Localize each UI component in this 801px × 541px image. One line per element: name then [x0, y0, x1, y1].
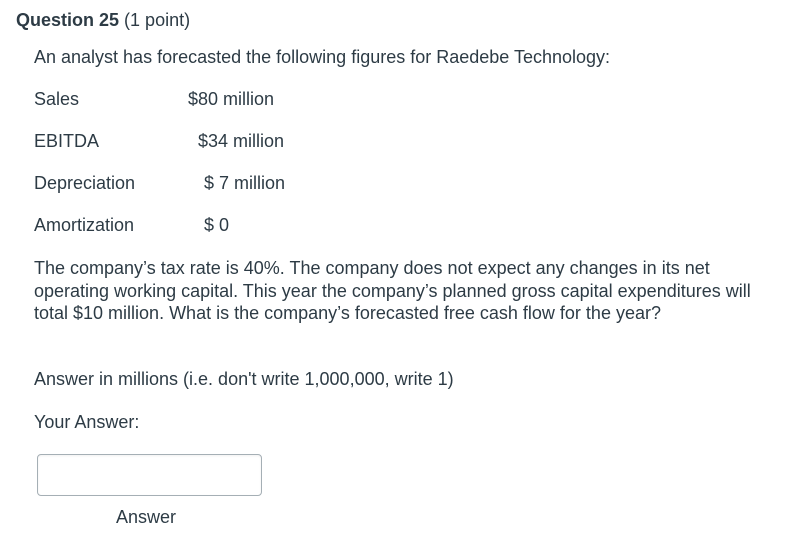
question-intro: An analyst has forecasted the following figures for Raedebe Technology: — [34, 47, 611, 67]
question-points: (1 point) — [124, 10, 191, 30]
figure-row-sales — [34, 88, 354, 110]
answer-instruction: Answer in millions (i.e. don't write 1,000,000, write 1) — [34, 369, 454, 389]
answer-input[interactable] — [37, 454, 262, 496]
figure-label-ebitda: EBITDA — [34, 131, 100, 151]
figure-value-sales: $80 million — [188, 89, 275, 109]
figure-value-depreciation: $ 7 million — [204, 173, 286, 193]
figure-row-ebitda — [34, 130, 354, 152]
figure-label-depreciation: Depreciation — [34, 173, 136, 193]
your-answer-label: Your Answer: — [34, 412, 140, 432]
figure-value-ebitda: $34 million — [198, 131, 285, 151]
question-paragraph: The company’s tax rate is 40%. The company does not expect any changes in its net operating working capital. This year the company’s planned gross capital expenditures will total $10 million. What is the company’s forecasted free cash flow for the year? — [34, 258, 751, 323]
figure-value-amortization: $ 0 — [204, 215, 230, 235]
figure-row-depreciation — [34, 172, 354, 194]
figure-row-amortization — [34, 214, 354, 236]
question-header — [16, 9, 190, 31]
question-title: Question 25 — [16, 10, 120, 30]
figure-label-amortization: Amortization — [34, 215, 135, 235]
figure-label-sales: Sales — [34, 89, 80, 109]
answer-caption: Answer — [116, 507, 177, 527]
